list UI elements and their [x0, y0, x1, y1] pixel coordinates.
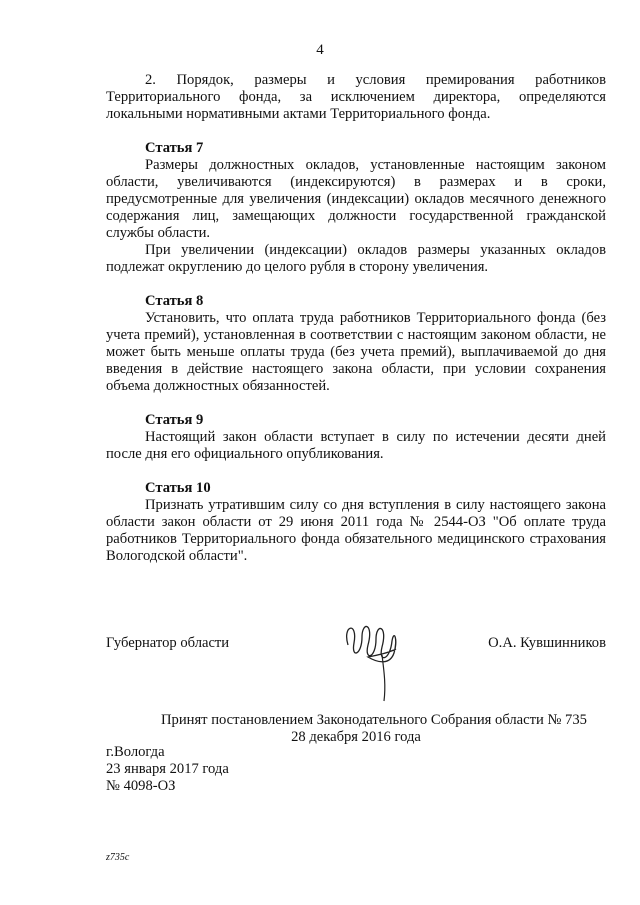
handwritten-signature — [338, 615, 408, 705]
article-title: Статья 10 — [145, 480, 211, 496]
page-number: 4 — [316, 42, 324, 58]
article-8 — [106, 293, 606, 395]
signing-date: 23 января 2017 года — [106, 761, 229, 777]
law-number: № 4098-ОЗ — [106, 778, 176, 794]
signatory-name: О.А. Кувшинников — [488, 635, 606, 651]
city: г.Вологда — [106, 744, 165, 760]
document-body — [106, 72, 606, 565]
article-title: Статья 7 — [145, 140, 204, 156]
document-code: z735c — [106, 852, 130, 863]
article-paragraph: Настоящий закон области вступает в силу по истечении десяти дней после дня его официального опубликования. — [106, 429, 606, 462]
article-paragraph: При увеличении (индексации) окладов размеры указанных окладов подлежат округлению до целого рубля в сторону увеличения. — [106, 242, 606, 275]
article-7 — [106, 140, 606, 276]
article-9 — [106, 412, 606, 463]
adoption-line: Принят постановлением Законодательного Собрания области № 735 — [161, 712, 587, 728]
place-date-block — [106, 744, 406, 795]
signature-block — [106, 633, 606, 703]
article-title: Статья 8 — [145, 293, 204, 309]
article-10 — [106, 480, 606, 565]
article-title: Статья 9 — [145, 412, 204, 428]
signatory-title: Губернатор области — [106, 635, 230, 651]
article-paragraph: Размеры должностных окладов, установленные настоящим законом области, увеличиваются (индексируются) в размерах и в сроки, предусмотренные для увеличения (индексации) окладов месячного денежного содержания лиц, замещающих должности государственной гражданской службы области. — [106, 157, 606, 241]
article-paragraph: Признать утратившим силу со дня вступления в силу настоящего закона области закон области от 29 июня 2011 года № 2544-ОЗ "Об оплате труда работников Территориального фонда обязательного медицинского страхования Вологодской области". — [106, 497, 606, 564]
intro-paragraph: 2. Порядок, размеры и условия премирования работников Территориального фонда, за исключением директора, определяются локальными нормативными актами Территориального фонда. — [106, 72, 606, 122]
adoption-note — [106, 712, 606, 746]
adoption-date: 28 декабря 2016 года — [291, 729, 421, 745]
article-paragraph: Установить, что оплата труда работников Территориального фонда (без учета премий), установленная в соответствии с настоящим законом области, не может быть меньше оплаты труда (без учета премий), выплачиваемой до дня введения в действие настоящего закона области, при условии сохранения объема должностных обязанностей. — [106, 310, 606, 394]
